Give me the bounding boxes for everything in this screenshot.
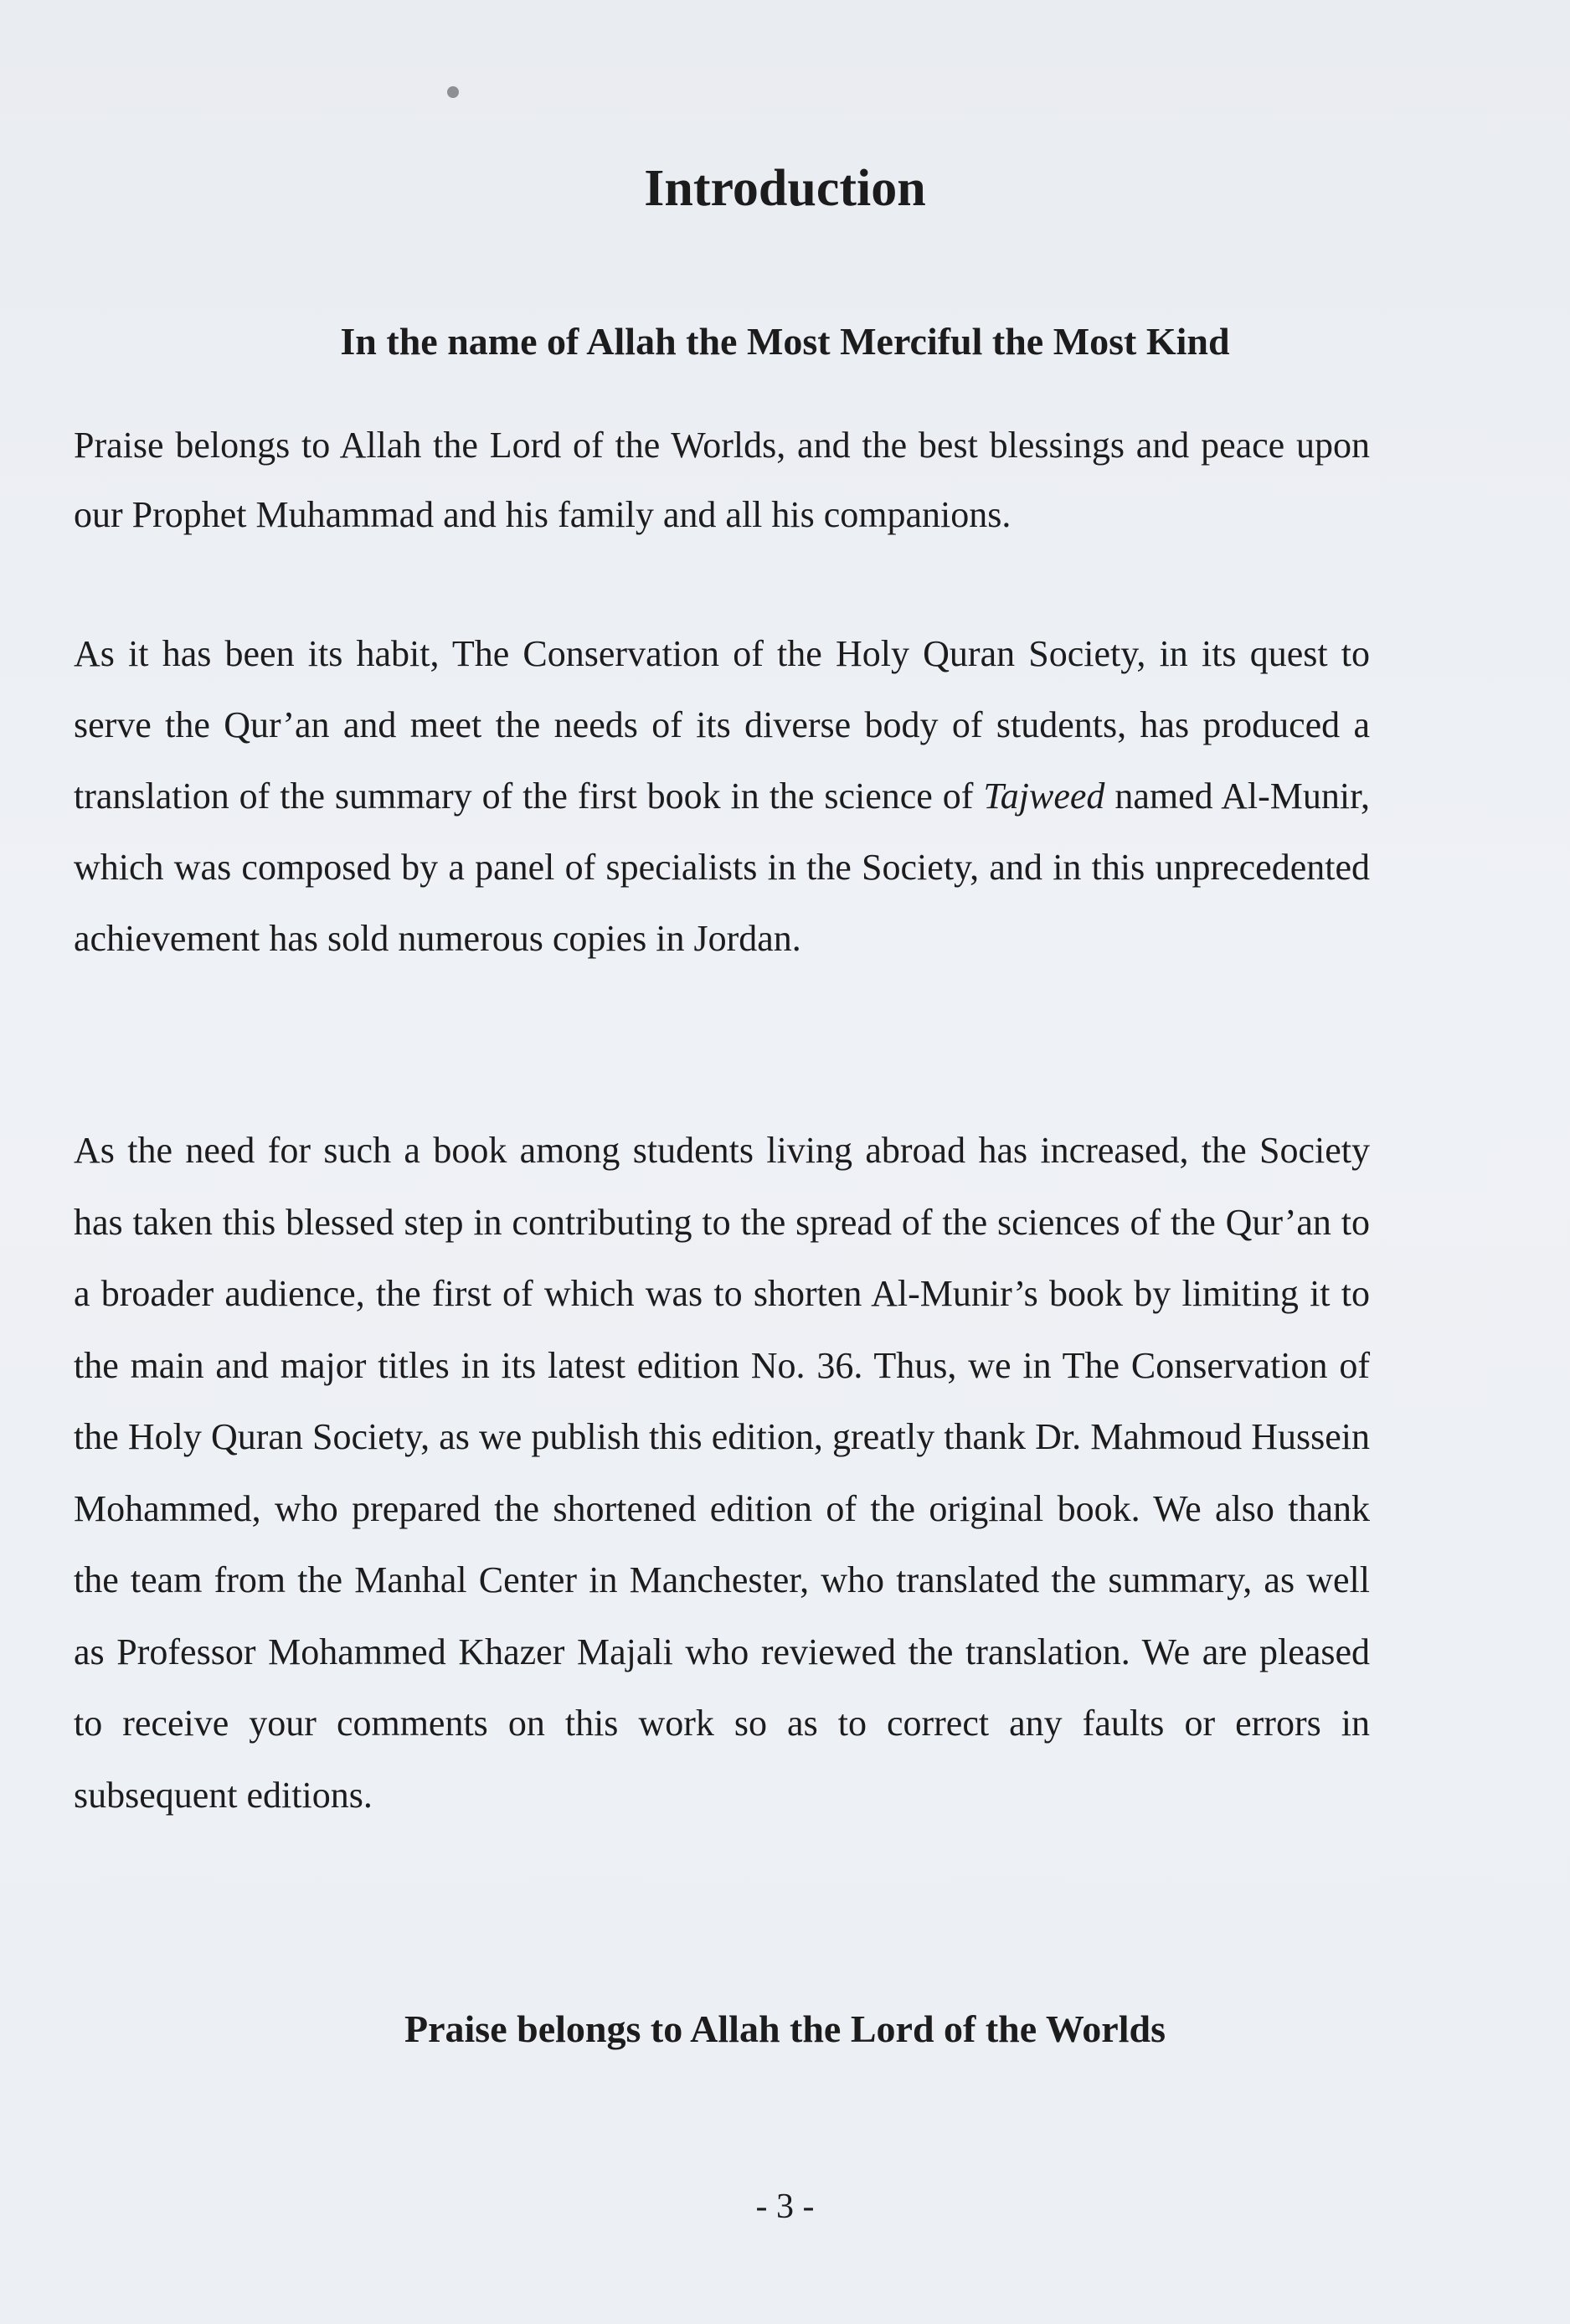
paragraph-text-after: named Al-Munir, which was composed by a panel of specialists in the Society, and in this unprecedented achievement has sold numerous copies in Jordan.: [74, 776, 1370, 959]
closing-line: Praise belongs to Allah the Lord of the Worlds: [404, 2007, 1166, 2050]
paragraph-text-before: As it has been its habit, The Conservation of the Holy Quran Society, in its quest to serve the Qur’an and meet the needs of its diverse body of students, has produced a translation of the summary of the first book in the science of: [74, 633, 1370, 817]
paragraph-acknowledgements: As the need for such a book among students living abroad has increased, the Society has taken this blessed step in contributing to the spread of the sciences of the Qur’an to a broader audience, the first of which was to shorten Al-Munir’s book by limiting it to the main and major titles in its latest edition No. 36. Thus, we in The Conservation of the Holy Quran Society, as we publish this edition, greatly thank Dr. Mahmoud Hussein Mohammed, who prepared the shortened edition of the original book. We also thank the team from the Manhal Center in Manchester, who translated the summary, as well as Professor Mohammed Khazer Majali who reviewed the translation. We are pleased to receive your comments on this work so as to correct any faults or errors in subsequent editions.: [74, 1130, 1370, 1816]
page-title: Introduction: [644, 160, 926, 217]
paragraph-praise: Praise belongs to Allah the Lord of the Worlds, and the best blessings and peace upon our Prophet Muhammad and his family and all his companions.: [74, 425, 1370, 535]
basmala-heading: In the name of Allah the Most Merciful the Most Kind: [340, 320, 1230, 363]
paragraph-society-habit: [74, 618, 1370, 974]
page-number: - 3 -: [755, 2187, 815, 2226]
tajweed-term: Tajweed: [983, 776, 1105, 817]
paper-speck: [447, 86, 459, 98]
